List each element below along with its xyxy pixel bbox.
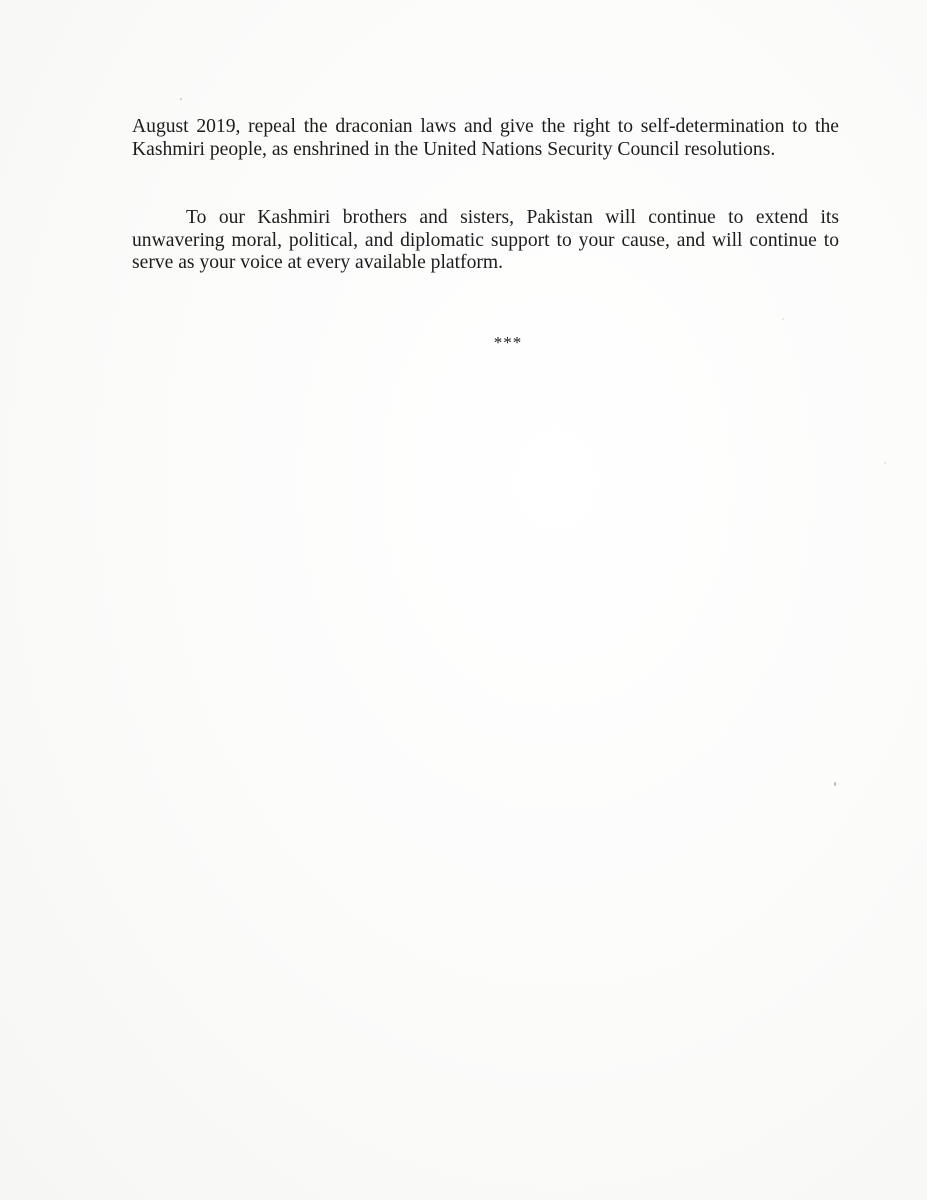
paragraph-text: To our Kashmiri brothers and sisters, Pakistan will continue to extend its unwavering moral, political, and diplomatic support to your cause, and will continue to serve as your voice at every available platform. [132,207,839,273]
body-paragraph-support [132,207,839,275]
body-paragraph-continuation [132,116,839,161]
scan-speck [834,782,836,786]
scan-speck [180,98,182,100]
end-of-document-mark: *** [493,333,523,352]
scan-speck [782,318,784,320]
scan-speck [884,462,886,464]
paragraph-text: August 2019, repeal the draconian laws and give the right to self-determination to the Kashmiri people, as enshrined in the United Nations Security Council resolutions. [132,116,839,160]
